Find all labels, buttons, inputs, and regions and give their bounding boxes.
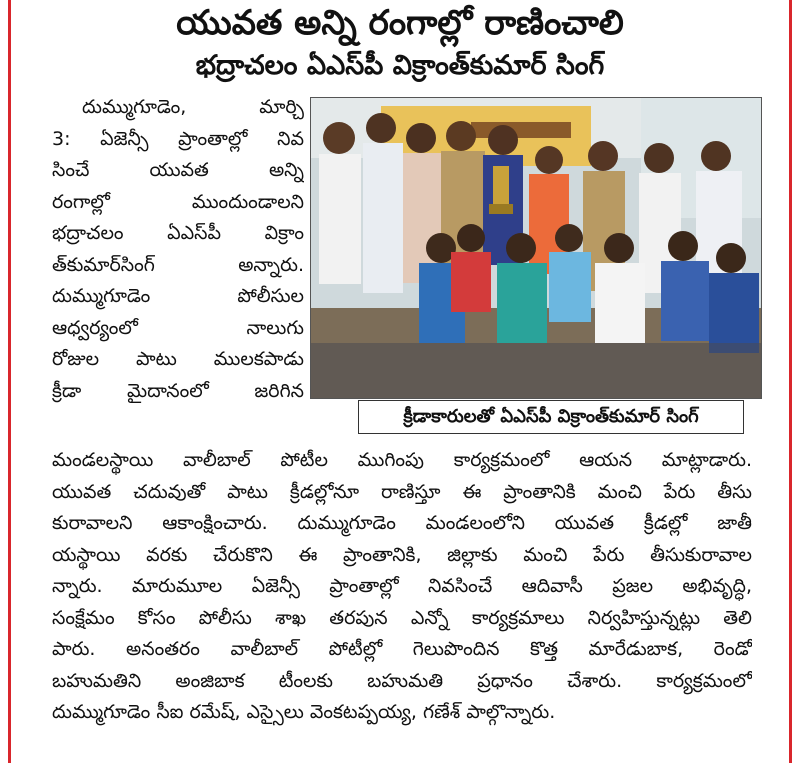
text-line: 3: ఏజెన్సీ ప్రాంతాల్లో నివ <box>52 127 304 150</box>
text-line: క్రీడా మైదానంలో జరిగిన <box>52 379 304 402</box>
article-subheadline: భద్రాచలం ఏఎస్‌పీ విక్రాంత్‌కుమార్ సింగ్ <box>195 50 605 81</box>
text-line: రోజుల పాటు ములకపాడు <box>52 348 304 370</box>
text-line: కురావాలని ఆకాంక్షించారు. దుమ్ముగూడెం మండలంలోని యువత క్రీడల్లో జాతీ <box>52 512 752 534</box>
text-line: దుమ్ముగూడెం, మార్చి <box>82 96 304 118</box>
left-column-text <box>52 92 304 407</box>
article-headline: యువత అన్ని రంగాల్లో రాణించాలి <box>176 3 624 43</box>
text-line: సంక్షేమం కోసం పోలీసు శాఖ తరపున ఎన్నో కార్యక్రమాలు నిర్వహిస్తున్నట్లు తెలి <box>52 606 752 629</box>
text-line: దుమ్ముగూడెం పోలీసుల <box>52 285 304 307</box>
photo-caption: క్రీడాకారులతో ఏఎస్‌పీ విక్రాంత్‌కుమార్ సింగ్ <box>358 400 744 434</box>
text-line: న్నారు. మారుమూల ఏజెన్సీ ప్రాంతాల్లో నివసించే ఆదివాసీ ప్రజల అభివృద్ధి, <box>52 575 752 597</box>
text-line: యువత చదువుతో పాటు క్రీడల్లోనూ రాణిస్తూ ఈ ప్రాంతానికి మంచి పేరు తీసు <box>52 480 752 503</box>
text-line: మండలస్థాయి వాలీబాల్ పోటీల ముగింపు కార్యక్రమంలో ఆయన మాట్లాడారు. <box>52 449 752 471</box>
text-line: రంగాల్లో ముందుండాలని <box>52 190 304 213</box>
text-line: సించే యువత అన్ని <box>52 159 304 181</box>
text-line: పారు. అనంతరం వాలీబాల్ పోటీల్లో గెలుపొందిన కొత్త మారేడుబాక, రెండో <box>52 638 752 660</box>
text-line: త్‌కుమార్‌సింగ్ అన్నారు. <box>52 253 304 276</box>
text-line: దుమ్ముగూడెం సీఐ రమేష్, ఎస్సైలు వెంకటప్పయ్య, గణేశ్ పాల్గొన్నారు. <box>52 701 556 723</box>
text-line: భద్రాచలం ఏఎస్‌పీ విక్రాం <box>52 222 304 244</box>
text-line: ఆధ్వర్యంలో నాలుగు <box>52 316 304 339</box>
news-photo <box>310 97 762 399</box>
text-line: బహుమతిని అంజిబాక టీంలకు బహుమతి ప్రధానం చేశారు. కార్యక్రమంలో <box>52 669 752 692</box>
text-line: యస్థాయి వరకు చేరుకొని ఈ ప్రాంతానికి, జిల్లాకు మంచి పేరు తీసుకురావాల <box>52 543 752 566</box>
full-width-text <box>52 445 752 729</box>
